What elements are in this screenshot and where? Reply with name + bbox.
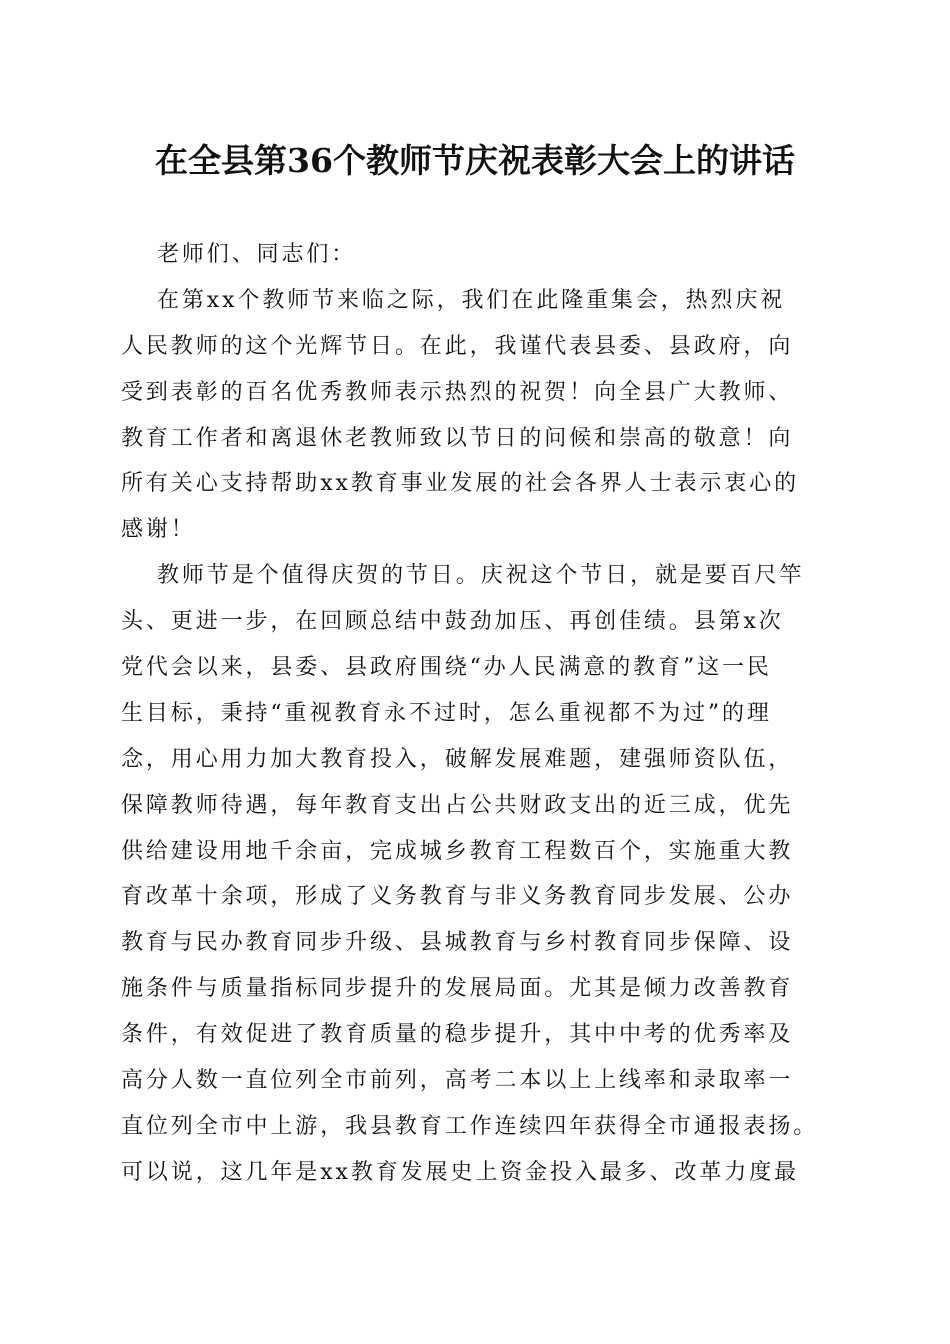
paragraph-2-line: 保障教师待遇，每年教育支出占公共财政支出的近三成，优先 <box>121 792 794 818</box>
paragraph-2-line: 施条件与质量指标同步提升的发展局面。尤其是倾力改善教育 <box>121 976 794 1002</box>
paragraph-1-line: 教育工作者和离退休老教师致以节日的问候和崇高的敬意！向 <box>121 425 794 451</box>
paragraph-2-line: 生目标，秉持“重视教育永不过时，怎么重视都不为过”的理 <box>121 700 772 726</box>
paragraph-2-line: 教育与民办教育同步升级、县城教育与乡村教育同步保障、设 <box>121 930 794 956</box>
paragraph-2-line: 高分人数一直位列全市前列，高考二本以上上线率和录取率一 <box>121 1068 794 1094</box>
paragraph-2-line: 可以说，这几年是xx教育发展史上资金投入最多、改革力度最 <box>121 1159 800 1185</box>
paragraph-2-line: 供给建设用地千余亩，完成城乡教育工程数百个，实施重大教 <box>121 838 794 864</box>
paragraph-1-line: 在第xx个教师节来临之际，我们在此隆重集会，热烈庆祝 <box>157 287 786 313</box>
paragraph-2-line: 直位列全市中上游，我县教育工作连续四年获得全市通报表扬。 <box>121 1113 819 1139</box>
document-title: 在全县第36个教师节庆祝表彰大会上的讲话 <box>155 141 795 180</box>
document-body <box>121 232 833 1196</box>
paragraph-2-line: 条件，有效促进了教育质量的稳步提升，其中中考的优秀率及 <box>121 1022 794 1048</box>
paragraph-1-line: 感谢！ <box>121 517 196 543</box>
paragraph-2-line: 头、更进一步，在回顾总结中鼓劲加压、再创佳绩。县第x次 <box>121 609 784 635</box>
paragraph-1-line: 所有关心支持帮助xx教育事业发展的社会各界人士表示衷心的 <box>121 471 800 497</box>
paragraph-2-line: 教师节是个值得庆贺的节日。庆祝这个节日，就是要百尺竿 <box>157 563 805 589</box>
paragraph-1-line: 受到表彰的百名优秀教师表示热烈的祝贺！向全县广大教师、 <box>121 379 794 405</box>
paragraph-2-line: 念，用心用力加大教育投入，破解发展难题，建强师资队伍， <box>121 746 794 772</box>
salutation-line: 老师们、同志们： <box>157 242 357 267</box>
paragraph-2-line: 党代会以来，县委、县政府围绕“办人民满意的教育”这一民 <box>121 655 772 681</box>
paragraph-2-line: 育改革十余项，形成了义务教育与非义务教育同步发展、公办 <box>121 884 794 910</box>
paragraph-1-line: 人民教师的这个光辉节日。在此，我谨代表县委、县政府，向 <box>121 333 794 359</box>
